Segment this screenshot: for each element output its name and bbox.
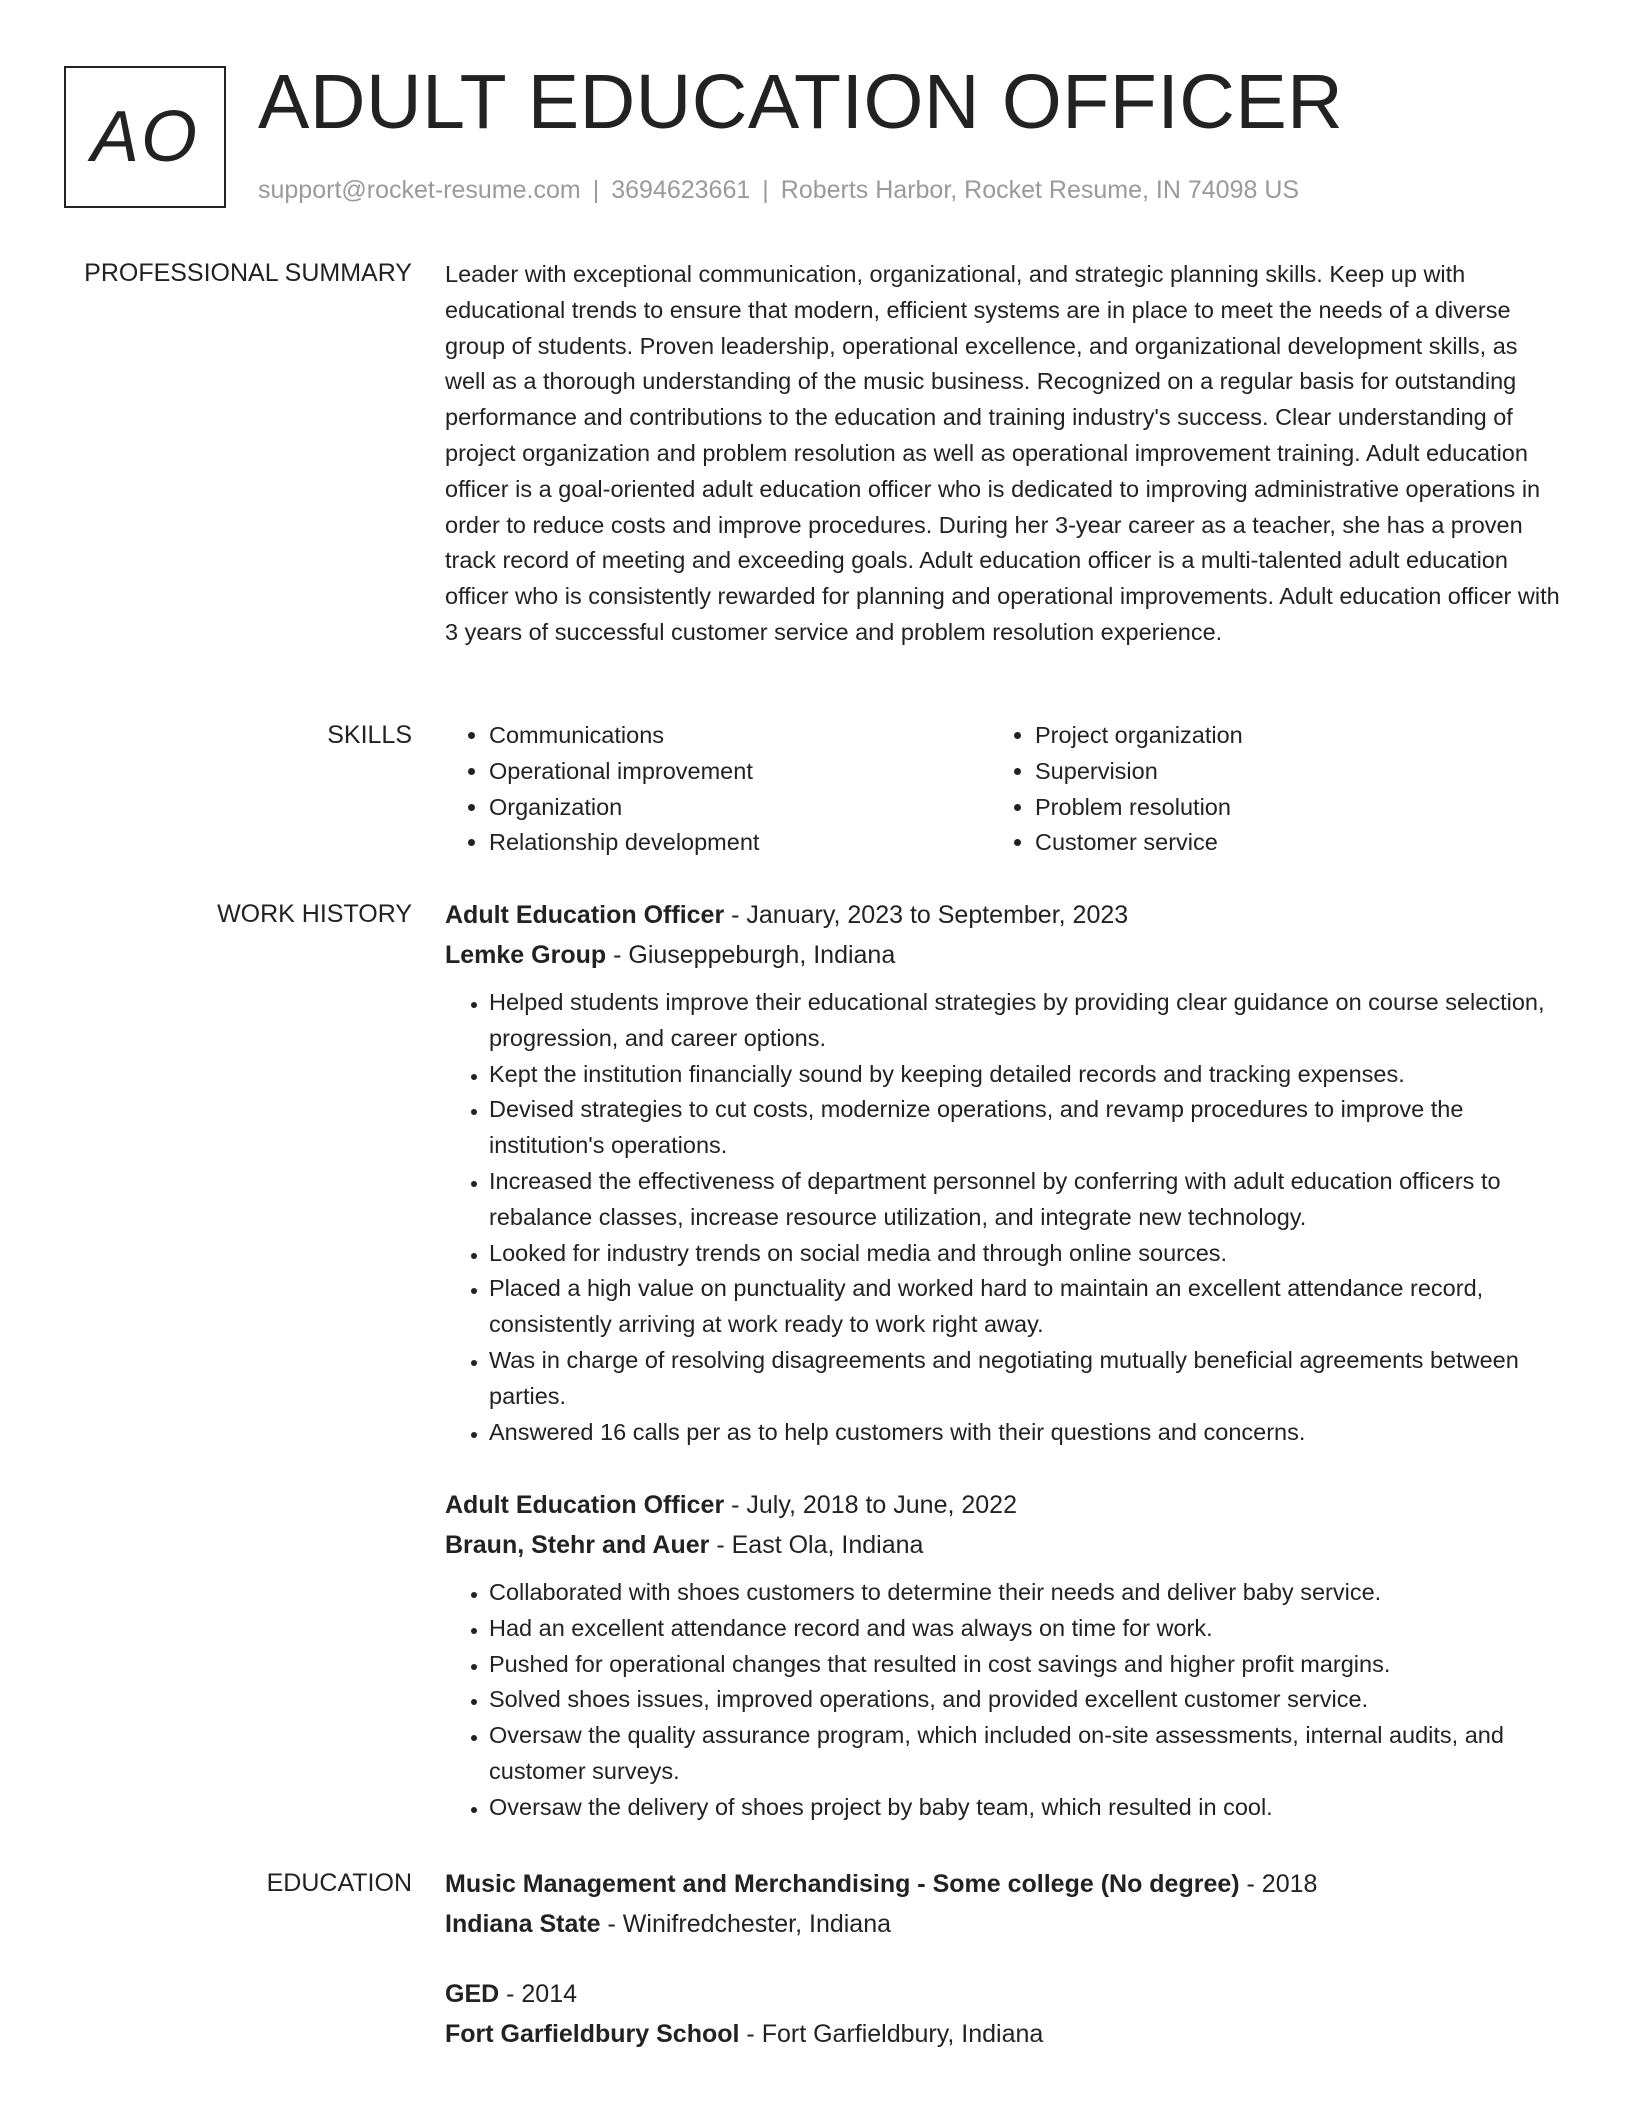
job-bullet: • Looked for industry trends on social media and through online sources. bbox=[489, 1236, 1563, 1272]
education-degree-line bbox=[445, 1974, 1563, 2014]
job-title: Adult Education Officer bbox=[445, 901, 725, 929]
job-bullet: • Placed a high value on punctuality and worked hard to maintain an excellent attendance record, consistently arriving at work ready to work right away. bbox=[489, 1271, 1563, 1343]
contact-phone: 3694623661 bbox=[611, 176, 751, 204]
job-entry-2 bbox=[445, 1485, 1563, 1826]
job-bullet: • Devised strategies to cut costs, modernize operations, and revamp procedures to improve the institution's operations. bbox=[489, 1092, 1563, 1164]
skills-columns bbox=[445, 718, 1563, 861]
job-bullet: • Answered 16 calls per as to help customers with their questions and concerns. bbox=[489, 1415, 1563, 1451]
skill-item: • Operational improvement bbox=[489, 754, 991, 790]
contact-line bbox=[258, 174, 1299, 206]
education-location: - Winifredchester, Indiana bbox=[600, 1910, 892, 1938]
monogram-initials: AO bbox=[64, 66, 226, 208]
education-school-line bbox=[445, 1904, 1563, 1944]
job-dates: - July, 2018 to June, 2022 bbox=[724, 1491, 1017, 1519]
job-dates: - January, 2023 to September, 2023 bbox=[724, 901, 1129, 929]
skills-section bbox=[445, 718, 1563, 861]
education-degree: GED bbox=[445, 1980, 500, 2008]
job-company-line bbox=[445, 1525, 1563, 1565]
job-bullet: • Was in charge of resolving disagreements and negotiating mutually beneficial agreements between parties. bbox=[489, 1343, 1563, 1415]
skill-item: • Relationship development bbox=[489, 825, 991, 861]
contact-separator: | bbox=[592, 176, 600, 204]
education-year: - 2014 bbox=[499, 1980, 578, 2008]
job-company: Lemke Group bbox=[445, 941, 607, 969]
education-degree-line bbox=[445, 1864, 1563, 1904]
job-company: Braun, Stehr and Auer bbox=[445, 1531, 710, 1559]
job-title-line bbox=[445, 1485, 1563, 1525]
skills-column-1 bbox=[445, 718, 991, 861]
section-label-education: EDUCATION bbox=[266, 1869, 412, 1897]
contact-address: Roberts Harbor, Rocket Resume, IN 74098 US bbox=[780, 176, 1300, 204]
education-school: Indiana State bbox=[445, 1910, 601, 1938]
job-bullet: • Had an excellent attendance record and was always on time for work. bbox=[489, 1611, 1563, 1647]
job-title: Adult Education Officer bbox=[445, 1491, 725, 1519]
education-year: - 2018 bbox=[1239, 1870, 1318, 1898]
section-label-summary: PROFESSIONAL SUMMARY bbox=[84, 259, 412, 287]
job-location: - East Ola, Indiana bbox=[709, 1531, 924, 1559]
education-degree: Music Management and Merchandising - Some college (No degree) bbox=[445, 1870, 1240, 1898]
education-entry-2 bbox=[445, 1974, 1563, 2054]
job-bullets bbox=[445, 985, 1563, 1450]
skill-item: • Project organization bbox=[1035, 718, 1537, 754]
job-bullet: • Kept the institution financially sound by keeping detailed records and tracking expenses. bbox=[489, 1057, 1563, 1093]
education-school-line bbox=[445, 2014, 1563, 2054]
summary-section bbox=[445, 257, 1563, 651]
job-bullet: • Collaborated with shoes customers to determine their needs and deliver baby service. bbox=[489, 1575, 1563, 1611]
skill-item: • Supervision bbox=[1035, 754, 1537, 790]
job-bullet: • Pushed for operational changes that resulted in cost savings and higher profit margins. bbox=[489, 1647, 1563, 1683]
section-label-work-history: WORK HISTORY bbox=[217, 900, 412, 928]
job-bullets bbox=[445, 1575, 1563, 1826]
contact-email: support@rocket-resume.com bbox=[258, 176, 581, 204]
skill-item: • Organization bbox=[489, 790, 991, 826]
contact-separator: | bbox=[762, 176, 769, 204]
skills-column-2 bbox=[991, 718, 1537, 861]
summary-text: Leader with exceptional communication, organizational, and strategic planning skills. Keep up with educational trends to ensure that modern, efficient systems are in place to meet the needs of a diverse group of students. Proven leadership, operational excellence, and organizational development skills, as well as a thorough understanding of the music business. Recognized on a regular basis for outstanding performance and contributions to the education and training industry's success. Clear understanding of project organization and problem resolution as well as operational improvement training. Adult education officer is a goal-oriented adult education officer who is dedicated to improving administrative operations in order to reduce costs and improve procedures. During her 3-year career as a teacher, she has a proven track record of meeting and exceeding goals. Adult education officer is a multi-talented adult education officer who is consistently rewarded for planning and operational improvements. Adult education officer with 3 years of successful customer service and problem resolution experience. bbox=[445, 261, 1560, 645]
education-school: Fort Garfieldbury School bbox=[445, 2020, 740, 2048]
job-bullet: • Helped students improve their educational strategies by providing clear guidance on course selection, progression, and career options. bbox=[489, 985, 1563, 1057]
skill-item: • Customer service bbox=[1035, 825, 1537, 861]
job-entry-1 bbox=[445, 895, 1563, 1450]
job-bullet: • Oversaw the quality assurance program, which included on-site assessments, internal audits, and customer surveys. bbox=[489, 1718, 1563, 1790]
section-label-skills: SKILLS bbox=[327, 721, 412, 749]
skill-item: • Problem resolution bbox=[1035, 790, 1537, 826]
job-bullet: • Oversaw the delivery of shoes project by baby team, which resulted in cool. bbox=[489, 1790, 1563, 1826]
resume-title: ADULT EDUCATION OFFICER bbox=[258, 59, 1344, 145]
job-bullet: • Increased the effectiveness of department personnel by conferring with adult education officers to rebalance classes, increase resource utilization, and integrate new technology. bbox=[489, 1164, 1563, 1236]
job-location: - Giuseppeburgh, Indiana bbox=[606, 941, 896, 969]
job-company-line bbox=[445, 935, 1563, 975]
skill-item: • Communications bbox=[489, 718, 991, 754]
education-entry-1 bbox=[445, 1864, 1563, 1944]
education-location: - Fort Garfieldbury, Indiana bbox=[739, 2020, 1044, 2048]
job-title-line bbox=[445, 895, 1563, 935]
job-bullet: • Solved shoes issues, improved operations, and provided excellent customer service. bbox=[489, 1682, 1563, 1718]
